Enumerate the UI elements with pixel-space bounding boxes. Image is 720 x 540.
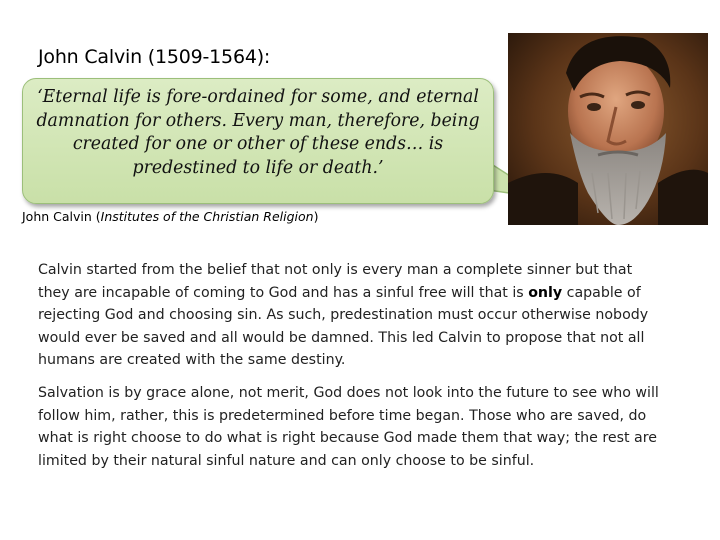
citation-work: Institutes of the Christian Religion	[100, 209, 314, 224]
calvin-quote: ‘Eternal life is fore-ordained for some, and eternal damnation for others. Every man, therefore, being created for one or other of these ends… is predestined to life or death.’	[36, 87, 480, 178]
paragraph-salvation: Salvation is by grace alone, not merit, God does not look into the future to see who will follow him, rather, this is predetermined before time began. Those who are saved, do what is right choose to do what is right because God made them that way; the rest are limited by their natural sinful nature and can only choose to be sinful.	[38, 385, 659, 469]
calvin-portrait	[508, 33, 708, 225]
slide-title: John Calvin (1509-1564):	[38, 46, 271, 68]
citation-close: )	[313, 209, 319, 224]
citation-author: John Calvin (	[22, 209, 101, 224]
paragraph1-text-after: capable of rejecting God and choosing sin. As such, predestination must occur otherwise nobody would ever be saved and all would be damned. This led Calvin to propose that not all humans are created with the same destiny.	[38, 284, 649, 368]
quote-callout	[22, 78, 542, 210]
portrait-image	[508, 33, 708, 225]
paragraph1-emphasis: only	[528, 284, 563, 301]
paragraph1-text-before: Calvin started from the belief that not only is every man a complete sinner but that they are incapable of coming to God and has a sinful free will that is	[38, 262, 633, 301]
quote-citation	[22, 209, 318, 224]
paragraph-predestination	[38, 259, 668, 372]
